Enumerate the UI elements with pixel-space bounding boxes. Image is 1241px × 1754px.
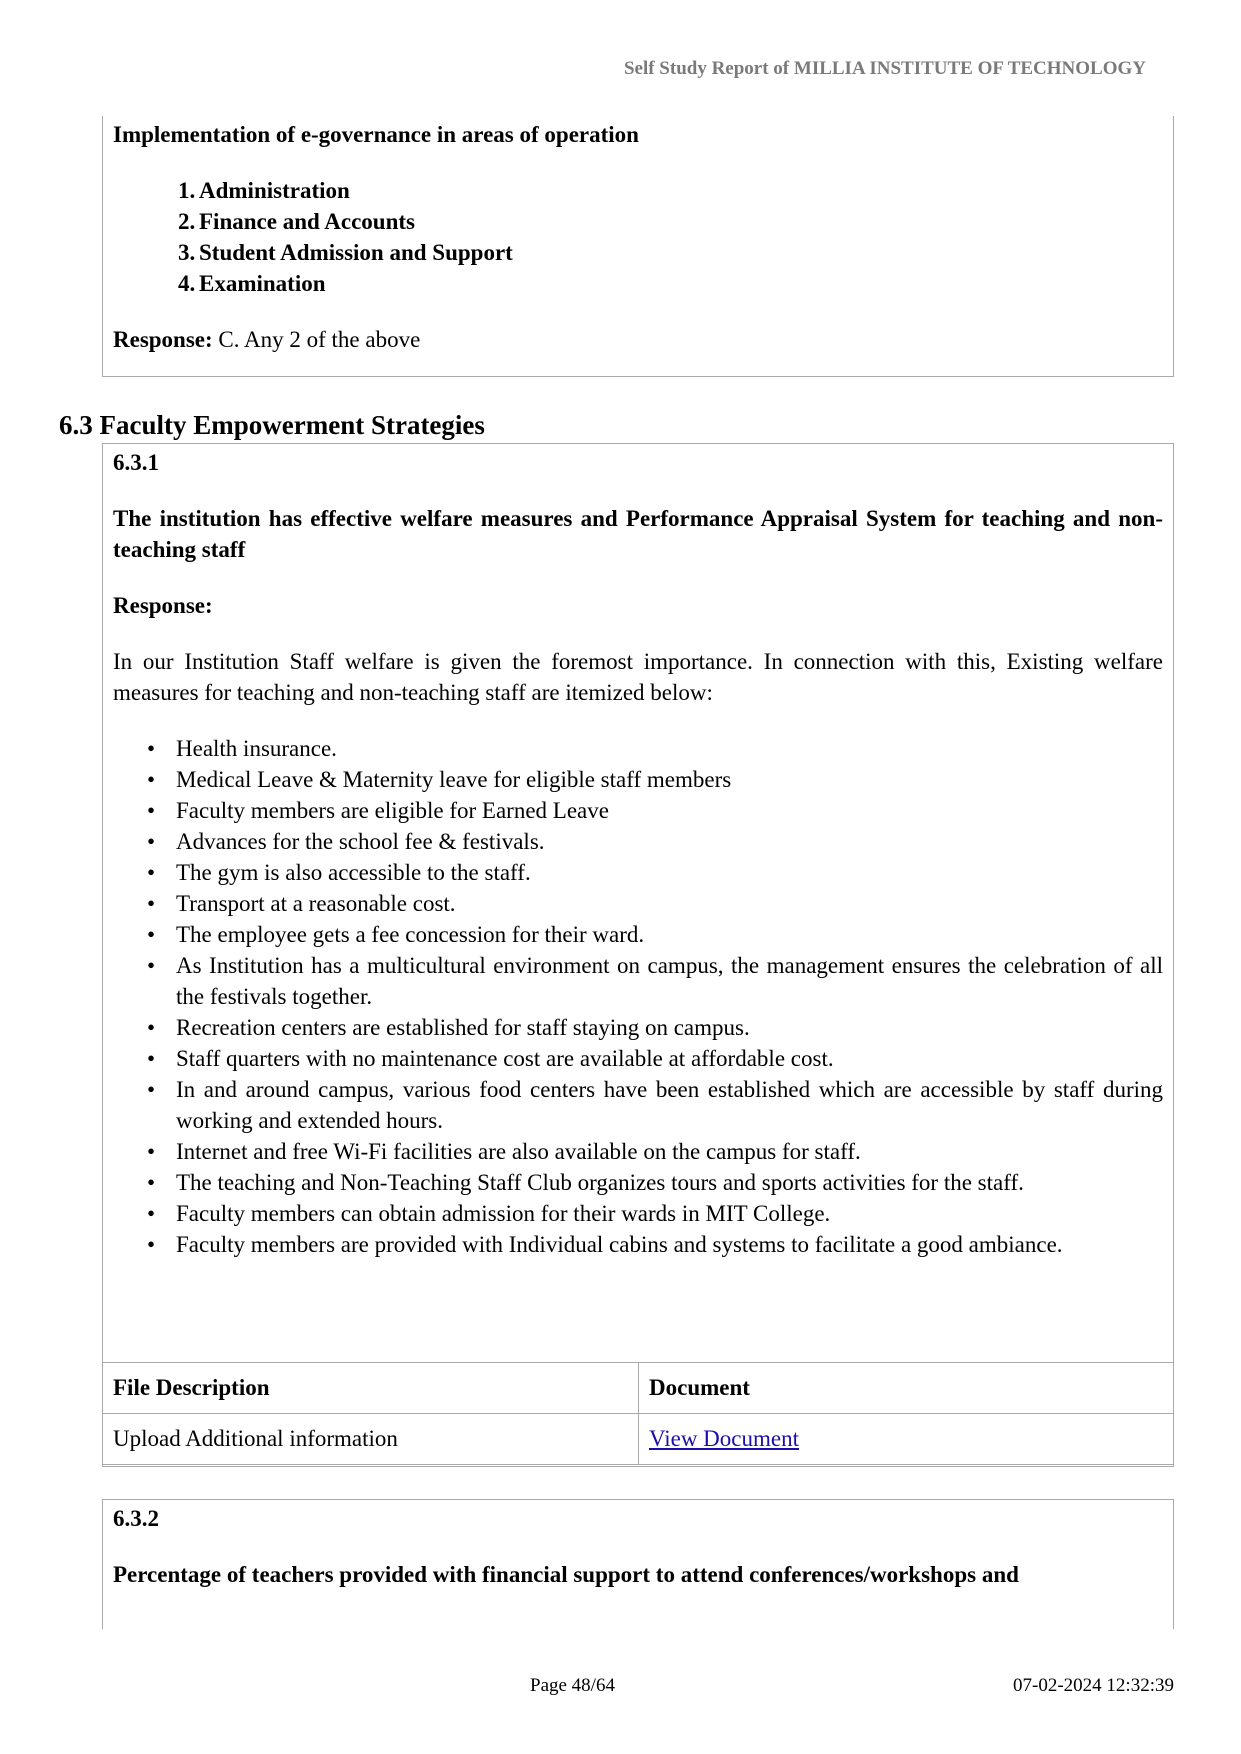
table-header-document: Document: [639, 1363, 1174, 1414]
list-item: • Staff quarters with no maintenance cost are available at affordable cost.: [147, 1046, 834, 1071]
list-item: • Advances for the school fee & festivals.: [147, 829, 545, 854]
metric-632-box: [102, 1499, 1174, 1629]
table-header-file-description: File Description: [103, 1363, 639, 1414]
response-intro: In our Institution Staff welfare is given the foremost importance. In connection with this, Existing welfare measures for teaching and non-teaching staff are itemized below:: [113, 649, 1163, 705]
print-datetime: 07-02-2024 12:32:39: [1013, 1675, 1174, 1696]
file-description-cell: Upload Additional information: [103, 1414, 639, 1465]
list-item: • The teaching and Non-Teaching Staff Club organizes tours and sports activities for the staff.: [147, 1170, 1024, 1195]
egov-box: [102, 116, 1174, 377]
document-cell: [639, 1414, 1174, 1465]
egov-list: [113, 175, 1163, 299]
table-row: [103, 1414, 1174, 1465]
list-item: 1. Administration: [178, 178, 350, 203]
list-item: • Faculty members are provided with Individual cabins and systems to facilitate a good ambiance.: [147, 1232, 1063, 1257]
metric-code: 6.3.2: [113, 1506, 159, 1531]
page-number: Page 48/64: [530, 1675, 615, 1696]
egov-title: Implementation of e-governance in areas of operation: [113, 122, 639, 147]
list-item: 3. Student Admission and Support: [178, 240, 513, 265]
metric-631-box: [102, 443, 1174, 1467]
list-item: • As Institution has a multicultural environment on campus, the management ensures the celebration of all the festivals together.: [147, 953, 1163, 1009]
response-label: Response:: [113, 593, 213, 618]
list-item: 4. Examination: [178, 271, 326, 296]
list-item: • Internet and free Wi-Fi facilities are also available on the campus for staff.: [147, 1139, 861, 1164]
section-title: 6.3 Faculty Empowerment Strategies: [59, 410, 485, 440]
list-item: • The employee gets a fee concession for their ward.: [147, 922, 645, 947]
list-item: • Health insurance.: [147, 736, 337, 761]
list-item: • Medical Leave & Maternity leave for eligible staff members: [147, 767, 732, 792]
metric-code: 6.3.1: [113, 450, 159, 475]
list-item: • Faculty members can obtain admission for their wards in MIT College.: [147, 1201, 831, 1226]
list-item: 2. Finance and Accounts: [178, 209, 415, 234]
metric-question: The institution has effective welfare measures and Performance Appraisal System for teaching and non-teaching staff: [113, 506, 1163, 562]
metric-question: Percentage of teachers provided with financial support to attend conferences/workshops and: [113, 1562, 1019, 1587]
file-description-table: [102, 1362, 1174, 1465]
list-item: • Faculty members are eligible for Earned Leave: [147, 798, 609, 823]
egov-response: Response: C. Any 2 of the above: [113, 327, 421, 352]
list-item: • Recreation centers are established for staff staying on campus.: [147, 1015, 750, 1040]
table-header-row: [103, 1363, 1174, 1414]
list-item: • In and around campus, various food centers have been established which are accessible by staff during working and extended hours.: [147, 1077, 1163, 1133]
welfare-list: [113, 733, 1163, 1260]
list-item: • The gym is also accessible to the staff.: [147, 860, 531, 885]
list-item: • Transport at a reasonable cost.: [147, 891, 456, 916]
view-document-link[interactable]: View Document: [649, 1426, 799, 1451]
page-header: Self Study Report of MILLIA INSTITUTE OF TECHNOLOGY: [623, 58, 1146, 79]
